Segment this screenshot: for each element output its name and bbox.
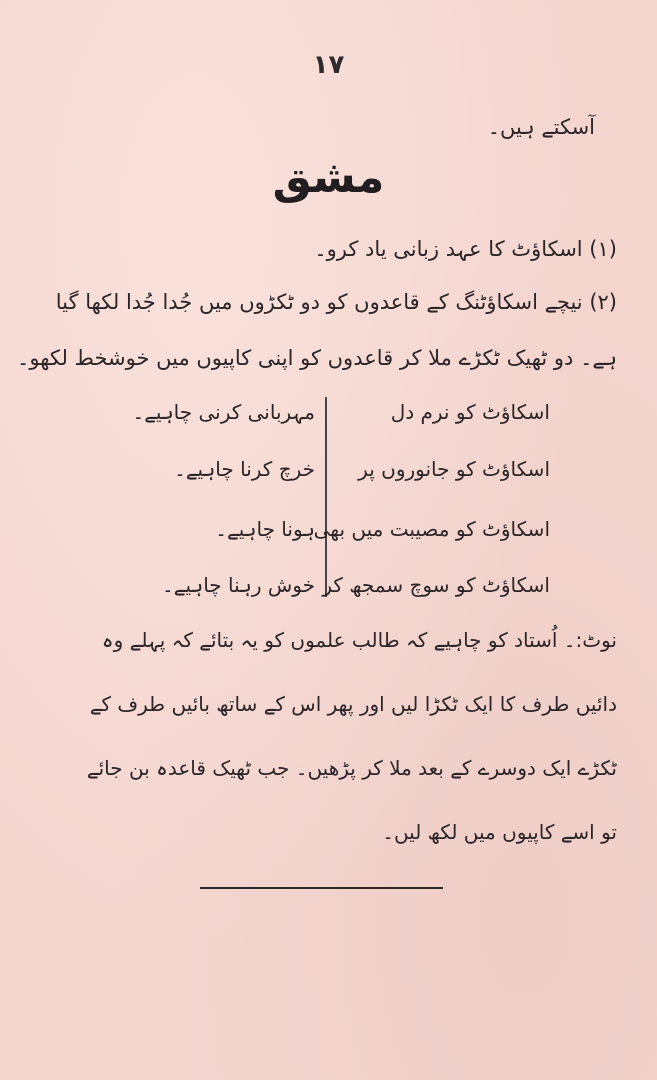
left-fragment: ہونا چاہیے۔ xyxy=(215,517,315,541)
note-line-1: نوٹ:۔ اُستاد کو چاہیے کہ طالب علموں کو یہ بتائے کہ پہلے وہ xyxy=(101,628,617,652)
note-line-3: ٹکڑے ایک دوسرے کے بعد ملا کر پڑھیں۔ جب ٹھیک قاعدہ بن جائے xyxy=(86,756,617,780)
left-fragment: خرچ کرنا چاہیے۔ xyxy=(174,457,315,481)
exercise-item-2-line-2: ہے۔ دو ٹھیک ٹکڑے ملا کر قاعدوں کو اپنی کاپیوں میں خوشخط لکھو۔ xyxy=(17,346,617,370)
right-fragment: اسکاؤٹ کو نرم دل xyxy=(390,400,550,424)
exercise-item-2-line-1: (۲) نیچے اسکاؤٹنگ کے قاعدوں کو دو ٹکڑوں میں جُدا جُدا لکھا گیا xyxy=(55,290,617,314)
note-line-4: تو اسے کاپیوں میں لکھ لیں۔ xyxy=(382,820,617,844)
end-rule xyxy=(200,887,443,889)
right-fragment: اسکاؤٹ کو سوچ سمجھ کر xyxy=(322,573,550,597)
matching-table xyxy=(120,395,570,620)
note-line-2: دائیں طرف کا ایک ٹکڑا لیں اور پھر اس کے ساتھ بائیں طرف کے xyxy=(89,692,617,716)
carry-over-text: آسکتے ہیں۔ xyxy=(487,115,595,139)
column-divider xyxy=(325,397,327,597)
exercise-item-1: (۱) اسکاؤٹ کا عہد زبانی یاد کرو۔ xyxy=(314,237,617,261)
left-fragment: مہربانی کرنی چاہیے۔ xyxy=(132,400,315,424)
page-number: ۱۷ xyxy=(312,50,345,80)
exercise-heading: مشق xyxy=(272,152,385,203)
right-fragment: اسکاؤٹ کو جانوروں پر xyxy=(358,457,550,481)
left-fragment: خوش رہنا چاہیے۔ xyxy=(162,573,315,597)
right-fragment: اسکاؤٹ کو مصیبت میں بھی xyxy=(313,517,550,541)
